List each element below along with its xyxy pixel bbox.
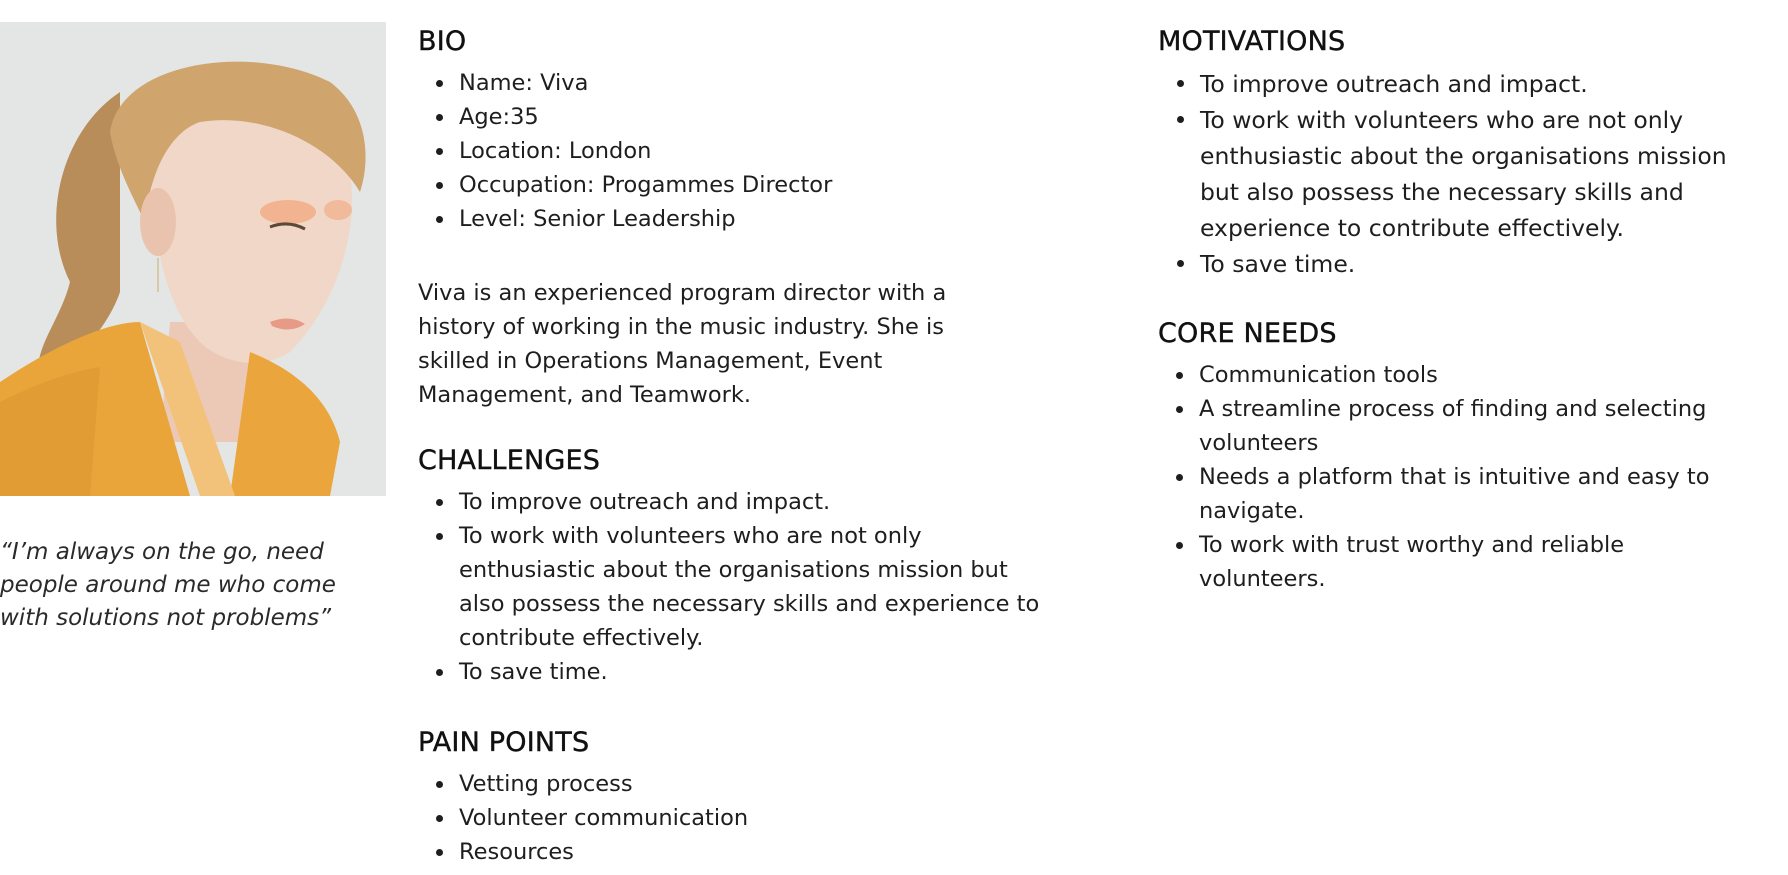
bio-paragraph-line: history of working in the music industry. She is [418, 314, 944, 340]
bio-item: Age:35 [459, 100, 1078, 134]
core-needs-section [1158, 314, 1778, 596]
persona-portrait [0, 22, 386, 496]
challenges-heading: CHALLENGES [418, 445, 601, 476]
motivation-item: To improve outreach and impact. [1200, 66, 1778, 102]
pain-points-heading: PAIN POINTS [418, 727, 590, 758]
challenge-item: To save time. [459, 655, 1079, 689]
challenges-section [418, 441, 1078, 689]
bio-paragraph [418, 276, 978, 412]
bio-item: Level: Senior Leadership [459, 202, 1078, 236]
core-need-item: Communication tools [1199, 358, 1778, 392]
core-need-item: A streamline process of finding and selecting volunteers [1199, 392, 1739, 460]
bio-list [418, 66, 1078, 236]
bio-paragraph-line: Management, and Teamwork. [418, 382, 752, 408]
challenge-item: To improve outreach and impact. [459, 485, 1079, 519]
pain-point-item: Vetting process [459, 767, 1078, 801]
core-need-item: To work with trust worthy and reliable volunteers. [1199, 528, 1679, 596]
challenge-item: To work with volunteers who are not only enthusiastic about the organisations mission but also possess the necessary skills and experience to contribute effectively. [459, 519, 1059, 655]
core-needs-heading: CORE NEEDS [1158, 318, 1337, 349]
quote-line: people around me who come [0, 572, 336, 598]
quote-line: with solutions not problems” [0, 605, 332, 631]
pain-point-item: Volunteer communication [459, 801, 1078, 835]
quote-line: “I’m always on the go, need [0, 539, 324, 565]
bio-item: Name: Viva [459, 66, 1078, 100]
core-needs-list [1158, 358, 1778, 596]
bio-heading: BIO [418, 26, 467, 57]
core-need-item: Needs a platform that is intuitive and easy to navigate. [1199, 460, 1739, 528]
motivations-heading: MOTIVATIONS [1158, 26, 1346, 57]
pain-points-section [418, 723, 1078, 869]
persona-quote [0, 536, 390, 635]
bio-item: Occupation: Progammes Director [459, 168, 1078, 202]
bio-item: Location: London [459, 134, 1078, 168]
bio-section [418, 22, 1078, 236]
portrait-illustration [0, 22, 386, 496]
motivations-section [1158, 22, 1778, 282]
pain-points-list [418, 767, 1078, 869]
pain-point-item: Resources [459, 835, 1078, 869]
motivations-list [1158, 66, 1778, 282]
motivation-item: To work with volunteers who are not only enthusiastic about the organisations mission but also possess the necessary skills and experience to contribute effectively. [1200, 102, 1760, 246]
bio-paragraph-line: skilled in Operations Management, Event [418, 348, 883, 374]
challenges-list [418, 485, 1079, 689]
motivation-item: To save time. [1200, 246, 1778, 282]
bio-paragraph-line: Viva is an experienced program director with a [418, 280, 947, 306]
